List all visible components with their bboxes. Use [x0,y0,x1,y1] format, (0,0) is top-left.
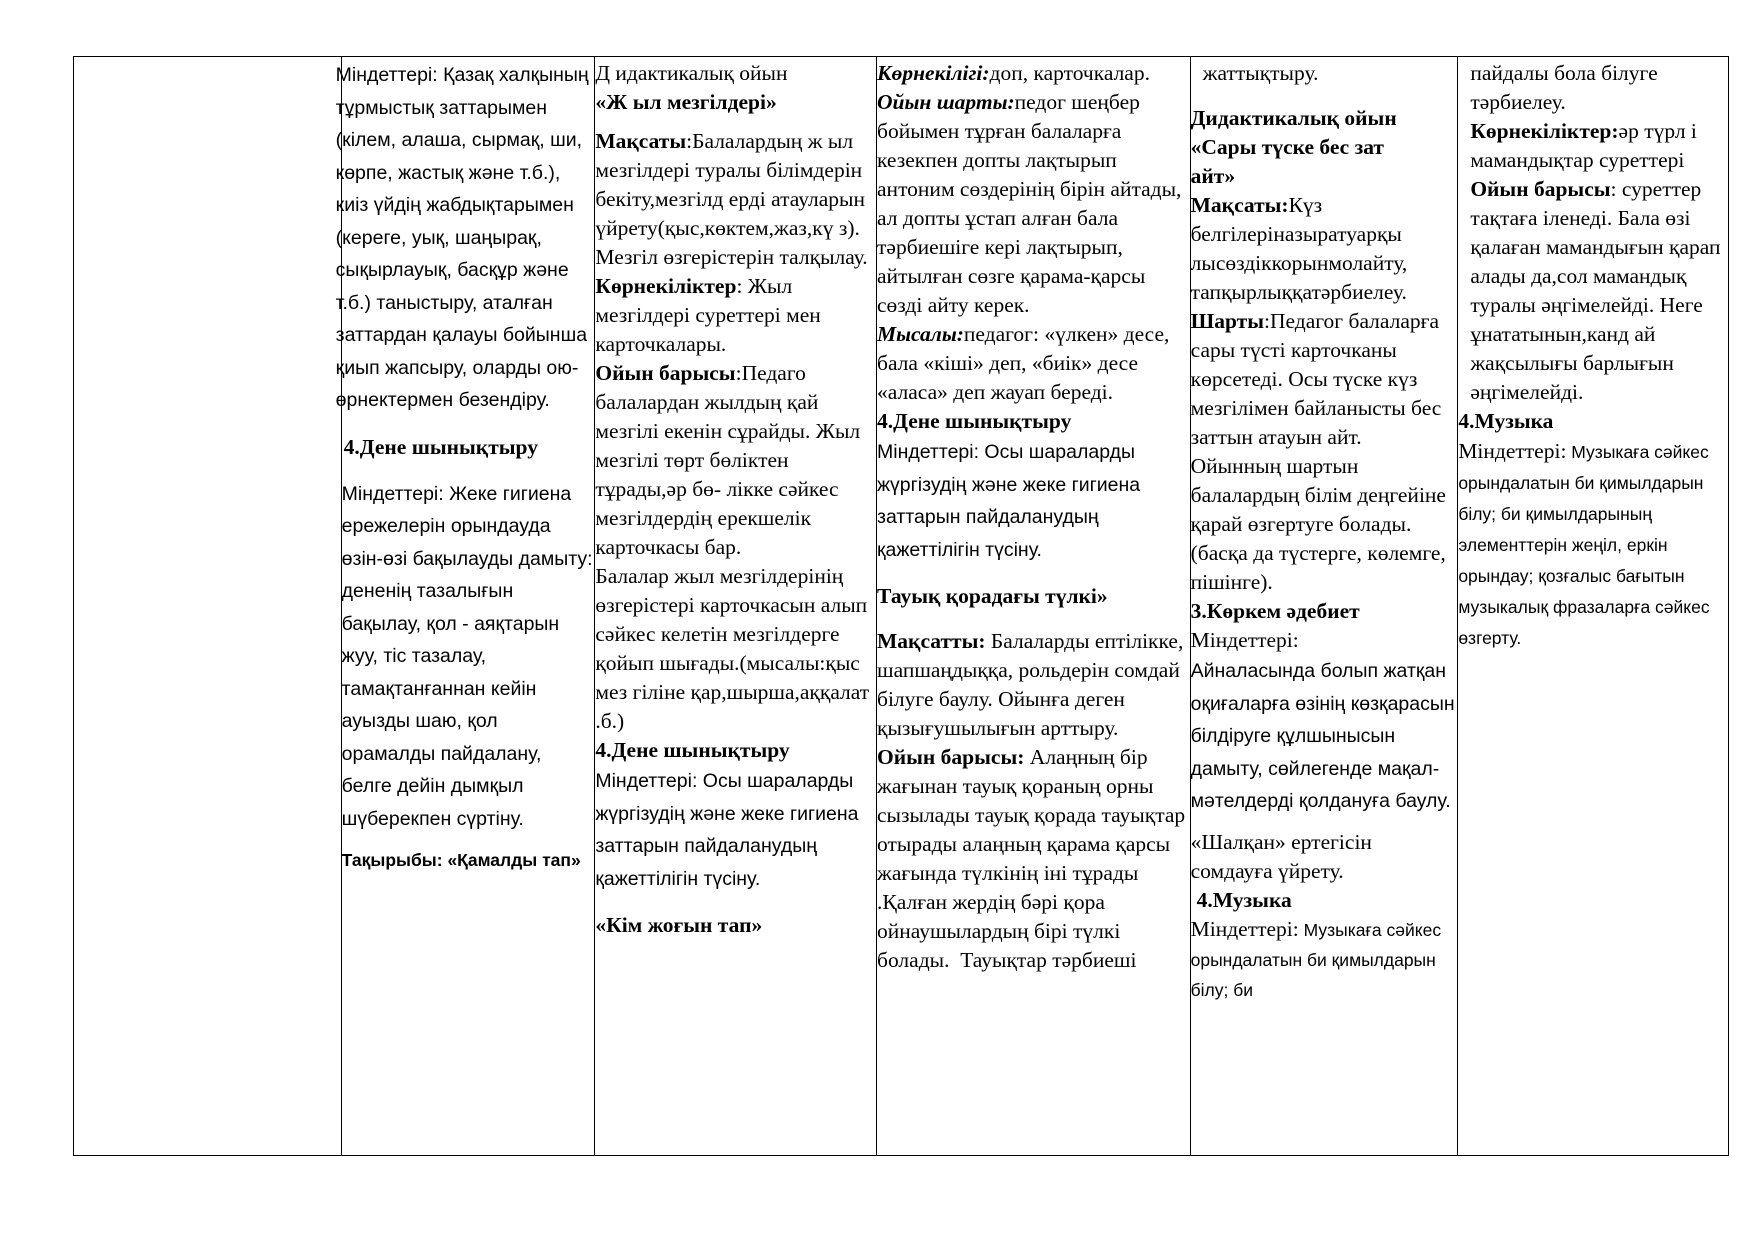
goal-label: Мақсаты [595,129,687,153]
pe-heading: 4.Дене шынықтыру [877,409,1072,433]
music-tasks-label: Міндеттері: [1190,916,1299,941]
pe-tasks-text: Міндеттері: Осы шараларды жүргізудің және жеке гигиена заттарын пайдаланудың қажеттілігін түсіну. [595,770,864,890]
music-heading: 4.Музыка [1196,887,1292,912]
literature-tasks-label: Міндеттері: [1190,628,1299,652]
music-tasks-text: Музыкаға сәйкес орындалатын би қимылдарын білу; би [1190,919,1446,1000]
goal-label: Мақсаты: [1190,193,1289,217]
topic-text: Тақырыбы: «Қамалды тап» [341,850,581,870]
visual-paragraph [1458,117,1728,175]
music-heading: 4.Музыка [1458,409,1554,433]
process-paragraph [1458,175,1728,407]
goal-paragraph [1191,191,1458,307]
condition-paragraph [1191,307,1458,597]
top-text: жаттықтыру. [1202,61,1319,85]
example-label: Мысалы: [877,322,964,346]
condition-text: :Педагог балаларға сары түсті карточканы көрсетеді. Осы түске күз мезгілімен байланысты бес заттын атауын айт. Ойынның шартын балалардың білім деңгейіне қарай өзгертуге болады.(басқа да түстерге, көлемге, пішінге). [1190,309,1452,594]
table-cell-col2 [595,57,877,1155]
table-cell-col3 [877,57,1191,1155]
process-text: : суреттер тақтаға іленеді. Бала өзі қалаған мамандығын қарап алады да,сол мамандық туралы әңгімелейді. Неге ұнататынын,канд ай жақсылығы барлығын әңгімелейді. [1470,177,1726,404]
game-title: Тауық қорадағы түлкі» [877,584,1108,608]
goal-paragraph [877,627,1190,743]
goal-text: Күз белгілеріназыратуарқы лысөздіккорынмолайту, тапқырлыққатәрбиелеу. [1190,193,1413,304]
music-tasks-label: Міндеттері: [1458,439,1567,463]
condition-label: Шарты [1190,309,1265,333]
game-heading: Дидактикалық ойын «Сары түске бес зат айт» [1190,106,1403,188]
visual-text: әр түрл і мамандықтар суреттері [1470,119,1703,172]
process-paragraph [595,359,876,562]
visual-text: доп, карточкалар. [989,61,1150,85]
table-cell-empty [74,57,342,1155]
game-line: Д идактикалық ойын [595,61,788,85]
visual-paragraph [595,272,876,359]
goal-text: Балаларды ептілікке, шапшаңдыққа, рольдерін сомдай білуге баулу. Ойынға деген қызығушылығын арттыру. [877,629,1189,740]
pe-heading: 4.Дене шынықтыру [343,434,538,459]
process-paragraph-2: Балалар жыл мезгілдерінің өзгерістері карточкасын алып сәйкес келетін мезгілдерге қойып шығады.(мысалы:қыс мез гіліне қар,шырша,аққалат .б.) [595,564,875,733]
pe-heading: 4.Дене шынықтыру [595,738,790,762]
example-paragraph [877,320,1190,407]
literature-heading: 3.Көркем әдебиет [1190,599,1360,623]
pe-tasks-text: Міндеттері: Жеке гигиена ережелерін орындауда өзін-өзі бақылауды дамыту: дененің тазалығын бақылау, қол - аяқтарын жуу, тіс тазалау, тамақтанғаннан кейін ауызды шаю, қол орамалды пайдалану, белге дейін дымқыл шүберекпен сүртіну. [341,482,599,830]
table-cell-col5 [1458,57,1728,1155]
goal-label: Мақсатты: [877,629,986,653]
visual-text: : Жыл мезгілдері суреттері мен карточкалары. [595,274,827,356]
tasks-text: Міндеттері: Қазақ халқының тұрмыстық заттарымен (кілем, алаша, сырмақ, ши, көрпе, жастық және т.б.), киіз үйдің жабдықтарымен (кереге, уық, шаңырақ, сықырлауық, басқұр және т.б.) таныстыру, аталған заттардан қалауы бойынша қиып жапсыру, оларды ою-өрнектермен безендіру. [335,64,595,411]
goal-text: :Балалардың ж ыл мезгілдері туралы білімдерін бекіту,мезгілд ерді атауларын үйрету(қыс,көктем,жаз,кү з). Мезгіл өзгерістерін талқылау. [595,129,871,269]
visual-label: Көрнекіліктер [595,274,737,298]
music-tasks-text: Музыкаға сәйкес орындалатын би қимылдарын білу; би қимылдарының элементтерін жеңіл, еркін орындау; қозғалыс бағытын музыкалық фразаларға сәйкес өзгерту. [1458,442,1715,648]
visual-paragraph [877,59,1190,88]
music-tasks-paragraph [1191,915,1458,1005]
table-cell-col1 [335,57,599,1155]
pe-tasks-text: Міндеттері: Осы шараларды жүргізудің және жеке гигиена заттарын пайдаланудың қажеттілігін түсіну. [877,441,1146,561]
process-text: :Педаго балалардан жылдың қай мезгілі екенін сұрайды. Жыл мезгілі төрт бөліктен тұрады,әр бө- лікке сәйкес мезгілдердің ерекшелік карточкасы бар. [595,361,866,559]
process-label: Ойын барысы: [877,745,1025,769]
top-text: пайдалы бола білуге тәрбиелеу. [1470,61,1663,114]
game-title: «Ж ыл мезгілдері» [595,90,777,114]
process-text: Алаңның бір жағынан тауық қораның орны сызылады тауық қорада тауықтар отырады алаңның қарама қарсы жағында түлкінің іні тұрады .Қалған жердің бәрі қора ойнаушылардың бірі түлкі болады. Тауықтар тәрбиеші [877,745,1191,972]
plan-table [73,56,1729,1156]
process-label: Ойын барысы [595,361,736,385]
condition-text: педог шеңбер бойымен тұрған балаларға кезекпен допты лақтырып антоним сөздерінің бірін айтады, ал допты ұстап алған бала тәрбиешіге кері лақтырып, айтылған сөзге қарама-қарсы сөзді айту керек. [877,90,1187,317]
process-label: Ойын барысы [1470,177,1611,201]
table-cell-col4 [1191,57,1459,1155]
literature-tasks-text: Айналасында болып жатқан оқиғаларға өзінің көзқарасын білдіруге құлшынысын дамыту, сөйлегенде мақал-мәтелдерді қолдануға баулу. [1190,660,1461,812]
process-paragraph [877,743,1190,975]
condition-label: Ойын шарты: [877,90,1015,114]
visual-label: Көрнекілігі: [877,61,990,85]
visual-label: Көрнекіліктер: [1470,119,1619,143]
goal-paragraph [595,127,876,272]
next-game-title: «Кім жоғын тап» [595,913,763,937]
music-tasks-paragraph [1458,436,1728,653]
tale-text: «Шалқан» ертегісін сомдауға үйрету. [1190,829,1378,883]
example-text: педагог: «үлкен» десе, бала «кіші» деп, «биік» десе «аласа» деп жауап береді. [877,322,1175,404]
condition-paragraph [877,88,1190,320]
